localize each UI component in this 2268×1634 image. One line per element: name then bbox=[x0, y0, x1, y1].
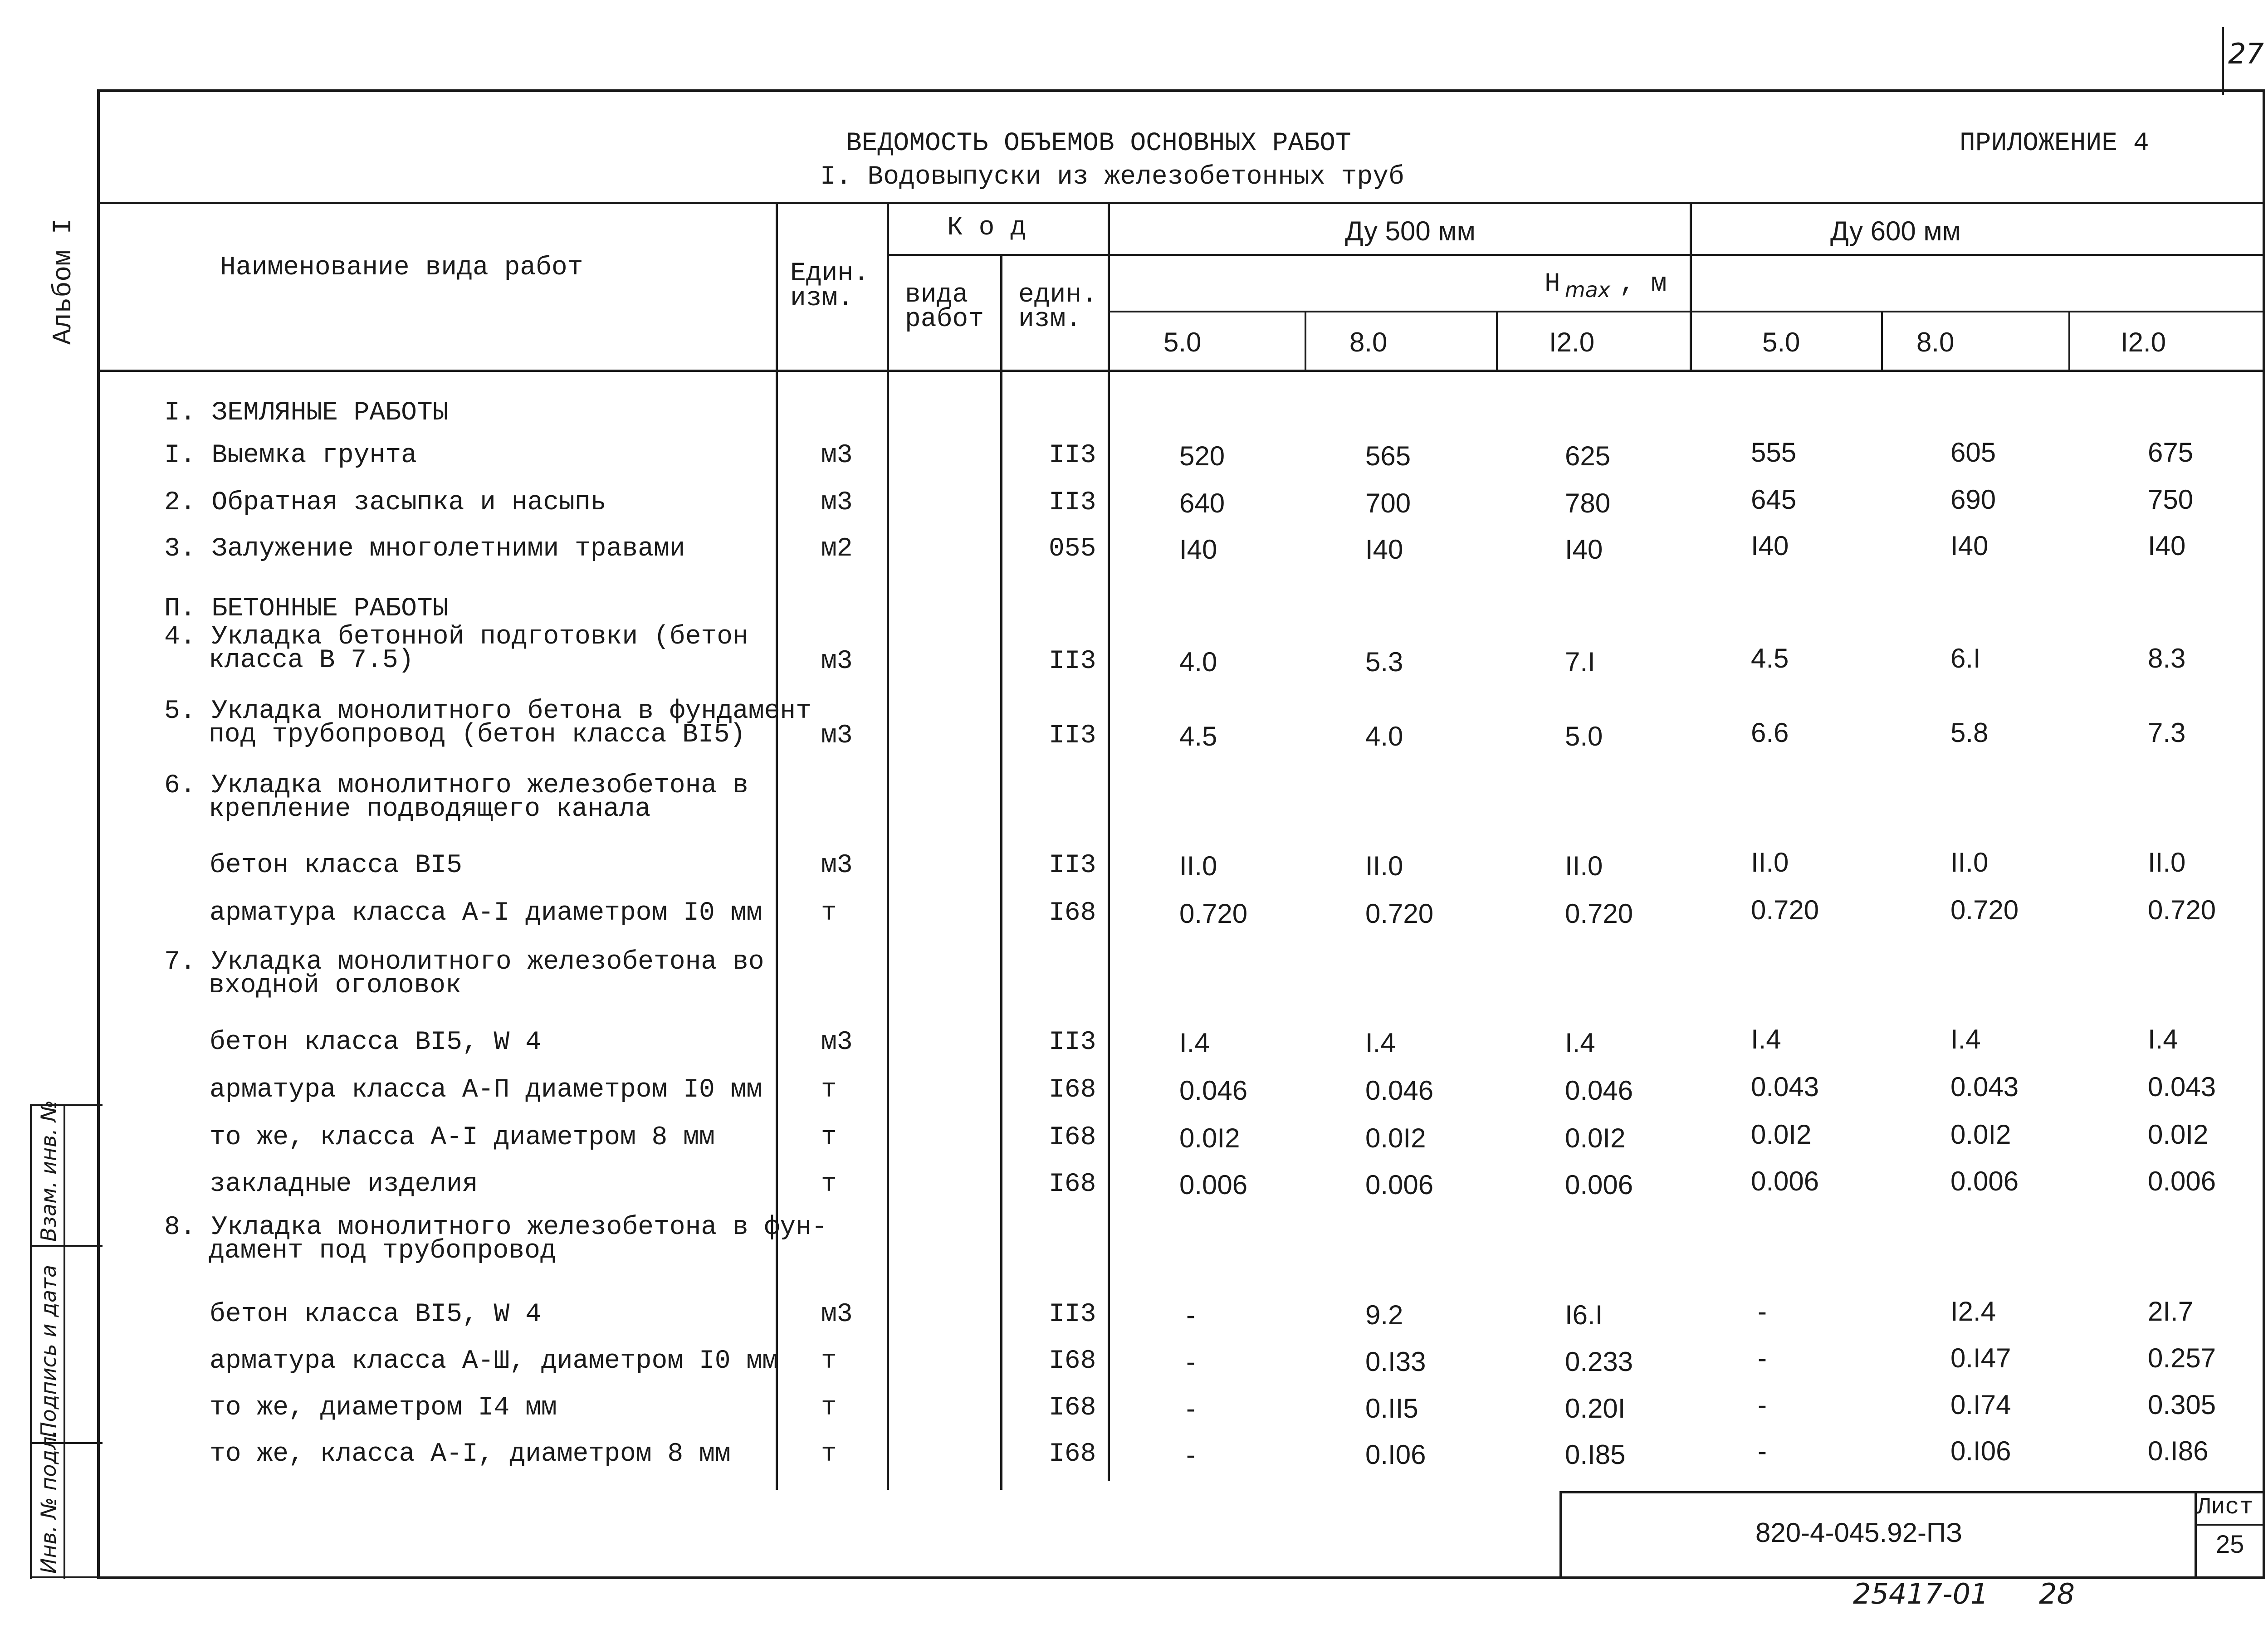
side-stamp-div1 bbox=[30, 1245, 103, 1247]
stamp-sheet-rule bbox=[2195, 1524, 2265, 1526]
row-value-col-1: I.4 bbox=[1179, 1028, 1210, 1058]
row-value-col-6: 675 bbox=[2148, 437, 2194, 468]
row-name: 6. Укладка монолитного железобетона в bbox=[164, 771, 748, 800]
row-value-col-4: - bbox=[1758, 1343, 1767, 1373]
row-value-col-5: I.4 bbox=[1950, 1024, 1981, 1054]
row-value-col-3: 0.233 bbox=[1565, 1346, 1633, 1377]
row-name: 2. Обратная засыпка и насыпь bbox=[164, 488, 606, 517]
stamp-left bbox=[1559, 1491, 1562, 1578]
row-value-col-1: - bbox=[1186, 1439, 1195, 1470]
row-value-col-3: I.4 bbox=[1565, 1028, 1595, 1058]
stamp-sheet-label: Лист bbox=[2197, 1494, 2253, 1521]
row-value-col-2: 0.0I2 bbox=[1365, 1123, 1426, 1153]
row-unit: м3 bbox=[821, 441, 853, 470]
row-name: то же, класса А-I диаметром 8 мм bbox=[210, 1123, 715, 1152]
hmax-sub: max bbox=[1564, 278, 1611, 302]
header-du500: Ду 500 мм bbox=[1345, 216, 1476, 246]
row-name: то же, диаметром I4 мм bbox=[210, 1393, 557, 1423]
row-code: II3 bbox=[1049, 1300, 1096, 1329]
row-unit: м3 bbox=[821, 1028, 853, 1057]
row-name: бетон класса BI5, W 4 bbox=[210, 1028, 541, 1057]
row-code: I68 bbox=[1049, 1393, 1096, 1423]
row-code: 055 bbox=[1049, 534, 1096, 564]
header-hmax bbox=[1545, 269, 1667, 302]
side-stamp-sign-date: Подпись и дата bbox=[36, 1264, 61, 1438]
row-value-col-3: 0.006 bbox=[1565, 1170, 1633, 1200]
header-code-unit-1: един. bbox=[1018, 280, 1098, 310]
page-number-top: 27 bbox=[2228, 37, 2264, 70]
row-value-col-3: 0.720 bbox=[1565, 898, 1633, 929]
row-name: 7. Укладка монолитного железобетона во bbox=[164, 947, 764, 977]
side-stamp-outer-left bbox=[30, 1104, 32, 1579]
row-value-col-2: 565 bbox=[1365, 441, 1411, 471]
frame-right bbox=[2263, 89, 2265, 1579]
row-name-continued: класса В 7.5) bbox=[209, 646, 414, 675]
row-name: арматура класса А-I диаметром I0 мм bbox=[210, 898, 763, 928]
header-height-1: 5.0 bbox=[1163, 327, 1202, 357]
row-value-col-2: 0.I33 bbox=[1365, 1346, 1426, 1377]
row-value-col-5: 0.043 bbox=[1950, 1072, 2019, 1102]
handwritten-number: 25417-01 bbox=[1853, 1577, 1989, 1610]
row-value-col-1: I40 bbox=[1179, 534, 1217, 565]
row-value-col-3: 0.0I2 bbox=[1565, 1123, 1626, 1153]
row-value-col-2: II.0 bbox=[1365, 851, 1403, 881]
row-value-col-4: 555 bbox=[1751, 437, 1797, 468]
row-value-col-5: 605 bbox=[1950, 437, 1996, 468]
row-value-col-2: 5.3 bbox=[1365, 647, 1403, 677]
row-value-col-4: I.4 bbox=[1751, 1024, 1781, 1054]
row-value-col-6: 0.0I2 bbox=[2148, 1119, 2209, 1150]
row-value-col-6: 8.3 bbox=[2148, 643, 2186, 673]
col-line-code-unit bbox=[1108, 202, 1110, 1481]
row-name: 3. Залужение многолетними травами bbox=[164, 534, 685, 564]
header-code-unit-2: изм. bbox=[1018, 305, 1082, 334]
row-value-col-5: 0.I47 bbox=[1950, 1343, 2011, 1373]
row-unit: м3 bbox=[821, 488, 853, 517]
side-stamp-inv-orig: Инв. № подл. bbox=[36, 1429, 61, 1574]
row-code: II3 bbox=[1049, 721, 1096, 751]
side-stamp-inner bbox=[64, 1104, 65, 1579]
row-value-col-3: I6.I bbox=[1565, 1300, 1603, 1330]
row-code: I68 bbox=[1049, 1439, 1096, 1469]
row-value-col-1: II.0 bbox=[1179, 851, 1217, 881]
row-value-col-2: 0.046 bbox=[1365, 1075, 1434, 1106]
row-value-col-1: 4.0 bbox=[1179, 647, 1217, 677]
row-unit: м2 bbox=[821, 534, 853, 564]
row-value-col-1: - bbox=[1186, 1346, 1195, 1377]
row-name: то же, класса А-I, диаметром 8 мм bbox=[210, 1439, 731, 1469]
hmax-rule bbox=[1108, 311, 2263, 312]
header-code-work-1: вида bbox=[905, 280, 968, 310]
header-height-4: 5.0 bbox=[1762, 327, 1800, 357]
row-value-col-6: 7.3 bbox=[2148, 717, 2186, 748]
col-line-h4 bbox=[1881, 312, 1883, 371]
row-value-col-3: II.0 bbox=[1565, 851, 1603, 881]
row-value-col-1: - bbox=[1186, 1393, 1195, 1424]
header-name-col: Наименование вида работ bbox=[220, 253, 583, 283]
row-name: 5. Укладка монолитного бетона в фундамент bbox=[164, 697, 812, 726]
row-value-col-6: 0.043 bbox=[2148, 1072, 2216, 1102]
row-value-col-5: I2.4 bbox=[1950, 1296, 1996, 1327]
row-value-col-1: 0.046 bbox=[1179, 1075, 1248, 1106]
row-value-col-4: - bbox=[1758, 1436, 1767, 1466]
row-name: закладные изделия bbox=[210, 1170, 478, 1199]
row-value-col-6: 2I.7 bbox=[2148, 1296, 2194, 1327]
row-value-col-1: 0.0I2 bbox=[1179, 1123, 1240, 1153]
header-top-rule bbox=[97, 202, 2265, 204]
row-value-col-2: 9.2 bbox=[1365, 1300, 1403, 1330]
row-value-col-1: 0.006 bbox=[1179, 1170, 1248, 1200]
col-line-unit bbox=[887, 202, 889, 1490]
col-line-h5 bbox=[2068, 312, 2070, 371]
row-value-col-6: I40 bbox=[2148, 531, 2186, 561]
row-value-col-5: 690 bbox=[1950, 484, 1996, 515]
row-value-col-5: 0.720 bbox=[1950, 895, 2019, 925]
stamp-doc-code: 820-4-045.92-ПЗ bbox=[1755, 1517, 1963, 1548]
row-value-col-4: 0.720 bbox=[1751, 895, 1819, 925]
row-code: I68 bbox=[1049, 1123, 1096, 1152]
row-value-col-6: 0.257 bbox=[2148, 1343, 2216, 1373]
row-value-col-5: 5.8 bbox=[1950, 717, 1989, 748]
row-unit: м3 bbox=[821, 851, 853, 880]
stamp-sheet-number: 25 bbox=[2216, 1530, 2244, 1558]
row-code: I68 bbox=[1049, 1075, 1096, 1105]
row-name: I. Выемка грунта bbox=[164, 441, 417, 470]
row-value-col-5: 0.I74 bbox=[1950, 1390, 2011, 1420]
row-value-col-6: 750 bbox=[2148, 484, 2194, 515]
row-value-col-5: 0.006 bbox=[1950, 1166, 2019, 1196]
row-value-col-4: 0.006 bbox=[1751, 1166, 1819, 1196]
row-unit: т bbox=[821, 1346, 837, 1376]
row-value-col-6: 0.006 bbox=[2148, 1166, 2216, 1196]
row-name: бетон класса BI5, W 4 bbox=[210, 1300, 541, 1329]
row-value-col-1: 0.720 bbox=[1179, 898, 1248, 929]
row-value-col-4: 0.043 bbox=[1751, 1072, 1819, 1102]
header-unit-2: изм. bbox=[790, 284, 854, 313]
row-name: П. БЕТОННЫЕ РАБОТЫ bbox=[164, 594, 449, 624]
frame-left bbox=[97, 89, 100, 1579]
frame-top bbox=[97, 89, 2265, 92]
header-bottom-rule bbox=[97, 370, 2265, 372]
row-unit: м3 bbox=[821, 721, 853, 751]
col-line-name bbox=[776, 202, 778, 1490]
header-du600: Ду 600 мм bbox=[1830, 216, 1961, 246]
side-stamp-bottom bbox=[30, 1576, 103, 1578]
handwritten-page: 28 bbox=[2039, 1577, 2075, 1610]
row-value-col-4: I40 bbox=[1751, 531, 1789, 561]
row-code: I68 bbox=[1049, 898, 1096, 928]
appendix-label: ПРИЛОЖЕНИЕ 4 bbox=[1960, 129, 2149, 158]
row-value-col-3: I40 bbox=[1565, 534, 1603, 565]
row-value-col-1: 640 bbox=[1179, 488, 1225, 518]
header-height-5: 8.0 bbox=[1916, 327, 1955, 357]
row-name: арматура класса А-Ш, диаметром I0 мм bbox=[210, 1346, 778, 1376]
row-name-continued: крепление подводящего канала bbox=[209, 795, 651, 824]
code-du-rule bbox=[887, 254, 2263, 256]
row-value-col-3: 5.0 bbox=[1565, 721, 1603, 751]
row-value-col-4: II.0 bbox=[1751, 847, 1789, 878]
row-value-col-6: II.0 bbox=[2148, 847, 2186, 878]
row-code: II3 bbox=[1049, 441, 1096, 470]
row-value-col-1: - bbox=[1186, 1300, 1195, 1330]
row-value-col-4: 4.5 bbox=[1751, 643, 1789, 673]
row-value-col-6: 0.305 bbox=[2148, 1390, 2216, 1420]
row-value-col-2: 700 bbox=[1365, 488, 1411, 518]
title-line-2: I. Водовыпуски из железобетонных труб bbox=[820, 162, 1404, 192]
row-unit: т bbox=[821, 1393, 837, 1423]
row-value-col-5: 0.0I2 bbox=[1950, 1119, 2011, 1150]
row-code: II3 bbox=[1049, 1028, 1096, 1057]
row-value-col-2: 4.0 bbox=[1365, 721, 1403, 751]
row-name: бетон класса BI5 bbox=[210, 851, 462, 880]
row-value-col-3: 7.I bbox=[1565, 647, 1595, 677]
row-value-col-4: - bbox=[1758, 1390, 1767, 1420]
row-name-continued: под трубопровод (бетон класса BI5) bbox=[209, 720, 746, 750]
header-code-work-2: работ bbox=[905, 305, 984, 334]
header-height-2: 8.0 bbox=[1349, 327, 1388, 357]
row-name: 4. Укладка бетонной подготовки (бетон bbox=[164, 622, 748, 652]
header-unit-1: Един. bbox=[790, 259, 870, 288]
row-value-col-6: 0.I86 bbox=[2148, 1436, 2209, 1466]
album-label: Альбом I bbox=[49, 218, 78, 345]
row-value-col-2: 0.I06 bbox=[1365, 1439, 1426, 1470]
header-height-3: I2.0 bbox=[1549, 327, 1595, 357]
header-code: К о д bbox=[947, 213, 1026, 243]
side-stamp-inv-replace: Взам. инв. № bbox=[36, 1100, 61, 1242]
row-value-col-2: 0.II5 bbox=[1365, 1393, 1418, 1424]
row-value-col-5: I40 bbox=[1950, 531, 1989, 561]
page-number-divider bbox=[2222, 27, 2224, 95]
row-code: II3 bbox=[1049, 488, 1096, 517]
row-value-col-5: II.0 bbox=[1950, 847, 1989, 878]
row-value-col-2: 0.006 bbox=[1365, 1170, 1434, 1200]
row-unit: т bbox=[821, 1439, 837, 1469]
title-line-1: ВЕДОМОСТЬ ОБЪЕМОВ ОСНОВНЫХ РАБОТ bbox=[846, 129, 1351, 158]
hmax-h: Н bbox=[1545, 269, 1560, 299]
row-name: I. ЗЕМЛЯНЫЕ РАБОТЫ bbox=[164, 398, 449, 428]
col-line-code-work bbox=[1000, 255, 1002, 1490]
row-unit: т bbox=[821, 898, 837, 928]
col-line-h2 bbox=[1496, 312, 1498, 371]
row-value-col-4: - bbox=[1758, 1296, 1767, 1327]
row-code: I68 bbox=[1049, 1170, 1096, 1199]
row-name-continued: дамент под трубопровод bbox=[209, 1236, 556, 1266]
row-value-col-3: 625 bbox=[1565, 441, 1611, 471]
row-code: I68 bbox=[1049, 1346, 1096, 1376]
row-unit: т bbox=[821, 1123, 837, 1152]
stamp-top bbox=[1559, 1491, 2265, 1493]
row-code: II3 bbox=[1049, 647, 1096, 676]
row-value-col-5: 0.I06 bbox=[1950, 1436, 2011, 1466]
col-line-du bbox=[1690, 202, 1692, 371]
col-line-h1 bbox=[1305, 312, 1306, 371]
row-unit: м3 bbox=[821, 1300, 853, 1329]
row-value-col-4: 0.0I2 bbox=[1751, 1119, 1812, 1150]
row-unit: т bbox=[821, 1170, 837, 1199]
row-value-col-2: I40 bbox=[1365, 534, 1403, 565]
row-value-col-6: I.4 bbox=[2148, 1024, 2178, 1054]
row-value-col-3: 0.20I bbox=[1565, 1393, 1626, 1424]
row-unit: м3 bbox=[821, 647, 853, 676]
header-height-6: I2.0 bbox=[2121, 327, 2166, 357]
hmax-rest: , м bbox=[1619, 269, 1667, 299]
row-value-col-4: 645 bbox=[1751, 484, 1797, 515]
row-value-col-2: I.4 bbox=[1365, 1028, 1396, 1058]
row-value-col-4: 6.6 bbox=[1751, 717, 1789, 748]
row-value-col-3: 780 bbox=[1565, 488, 1611, 518]
row-value-col-5: 6.I bbox=[1950, 643, 1981, 673]
row-code: II3 bbox=[1049, 851, 1096, 880]
row-value-col-1: 4.5 bbox=[1179, 721, 1217, 751]
row-value-col-3: 0.I85 bbox=[1565, 1439, 1626, 1470]
row-value-col-3: 0.046 bbox=[1565, 1075, 1633, 1106]
row-name-continued: входной оголовок bbox=[209, 971, 461, 1000]
row-unit: т bbox=[821, 1075, 837, 1105]
row-value-col-1: 520 bbox=[1179, 441, 1225, 471]
row-value-col-6: 0.720 bbox=[2148, 895, 2216, 925]
row-name: 8. Укладка монолитного железобетона в фун- bbox=[164, 1213, 827, 1242]
row-name: арматура класса А-П диаметром I0 мм bbox=[210, 1075, 763, 1105]
row-value-col-2: 0.720 bbox=[1365, 898, 1434, 929]
